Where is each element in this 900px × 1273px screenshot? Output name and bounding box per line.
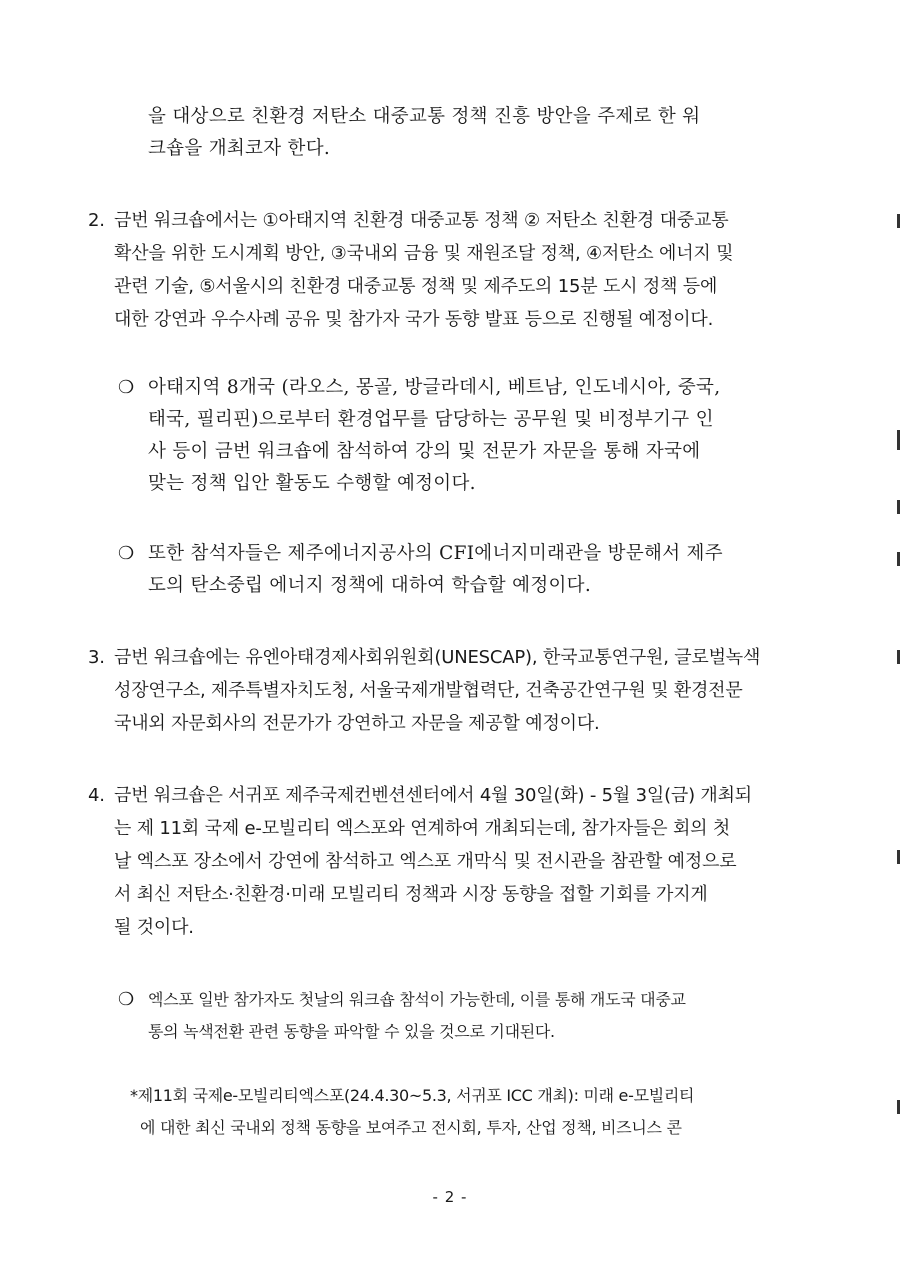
bullet-circle-icon: ❍ — [118, 543, 135, 564]
bullet-line: 도의 탄소중립 에너지 정책에 대하여 학습할 예정이다. — [148, 575, 592, 596]
bullet-line: 맞는 정책 입안 활동도 수행할 예정이다. — [148, 473, 476, 494]
section-4 — [88, 779, 828, 944]
section-line: 관련 기술, ⑤서울시의 친환경 대중교통 정책 및 제주도의 15분 도시 정책 등에 — [114, 276, 718, 297]
section-line: 대한 강연과 우수사례 공유 및 참가자 국가 동향 발표 등으로 진행될 예정이다. — [114, 309, 714, 330]
intro-paragraph — [148, 101, 828, 165]
section-line: 는 제 11회 국제 e-모빌리티 엑스포와 연계하여 개최되는데, 참가자들은 회의 첫 — [114, 818, 731, 839]
bullet-line: 통의 녹색전환 관련 동향을 파악할 수 있을 것으로 기대된다. — [148, 1022, 555, 1041]
section-line: 금번 워크숍은 서귀포 제주국제컨벤션센터에서 4월 30일(화) - 5월 3일(금) 개최되 — [114, 785, 752, 806]
bullet-line: 사 등이 금번 워크숍에 참석하여 강의 및 전문가 자문을 통해 자국에 — [148, 441, 701, 462]
bullet-line: 또한 참석자들은 제주에너지공사의 CFI에너지미래관을 방문해서 제주 — [148, 543, 723, 564]
bullet-circle-icon: ❍ — [118, 989, 134, 1010]
page-number: - 2 - — [432, 1188, 468, 1206]
footnote — [130, 1080, 830, 1144]
section-line: 금번 워크숍에서는 ①아태지역 친환경 대중교통 정책 ② 저탄소 친환경 대중교통 — [114, 210, 729, 231]
intro-line: 크숍을 개최코자 한다. — [148, 138, 331, 159]
footnote-line: 에 대한 최신 국내외 정책 동향을 보여주고 전시회, 투자, 산업 정책, 비즈니스 콘 — [140, 1118, 682, 1137]
bullet-item — [118, 538, 828, 602]
section-line: 성장연구소, 제주특별자치도청, 서울국제개발협력단, 건축공간연구원 및 환경전문 — [114, 680, 743, 701]
intro-line: 을 대상으로 친환경 저탄소 대중교통 정책 진흥 방안을 주제로 한 워 — [148, 106, 701, 127]
section-2 — [88, 204, 828, 336]
section-line: 서 최신 저탄소·친환경·미래 모빌리티 정책과 시장 동향을 접할 기회를 가지게 — [114, 884, 708, 905]
section-number: 2. — [88, 210, 105, 231]
section-3 — [88, 641, 828, 740]
bullet-circle-icon: ❍ — [118, 377, 135, 398]
section-2-continuation — [114, 237, 828, 336]
section-line: 날 엑스포 장소에서 강연에 참석하고 엑스포 개막식 및 전시관을 참관할 예정으로 — [114, 851, 737, 872]
bullet-line: 태국, 필리핀)으로부터 환경업무를 담당하는 공무원 및 비정부기구 인 — [148, 409, 714, 430]
bullet-line: 엑스포 일반 참가자도 첫날의 워크숍 참석이 가능한데, 이를 통해 개도국 대중교 — [148, 990, 686, 1009]
section-line: 국내외 자문회사의 전문가가 강연하고 자문을 제공할 예정이다. — [114, 713, 600, 734]
section-number: 4. — [88, 785, 105, 806]
footnote-line: *제11회 국제e-모빌리티엑스포(24.4.30~5.3, 서귀포 ICC 개최): 미래 e-모빌리티 — [130, 1086, 695, 1105]
section-line: 금번 워크숍에는 유엔아태경제사회위원회(UNESCAP), 한국교통연구원, 글로벌녹색 — [114, 647, 761, 668]
bullet-line: 아태지역 8개국 (라오스, 몽골, 방글라데시, 베트남, 인도네시아, 중국, — [148, 377, 721, 398]
bullet-item — [118, 372, 828, 500]
bullet-item — [118, 984, 828, 1048]
section-number: 3. — [88, 647, 105, 668]
section-line: 확산을 위한 도시계획 방안, ③국내외 금융 및 재원조달 정책, ④저탄소 에너지 및 — [114, 243, 734, 264]
section-line: 될 것이다. — [114, 917, 194, 938]
section-2-text — [114, 204, 828, 237]
